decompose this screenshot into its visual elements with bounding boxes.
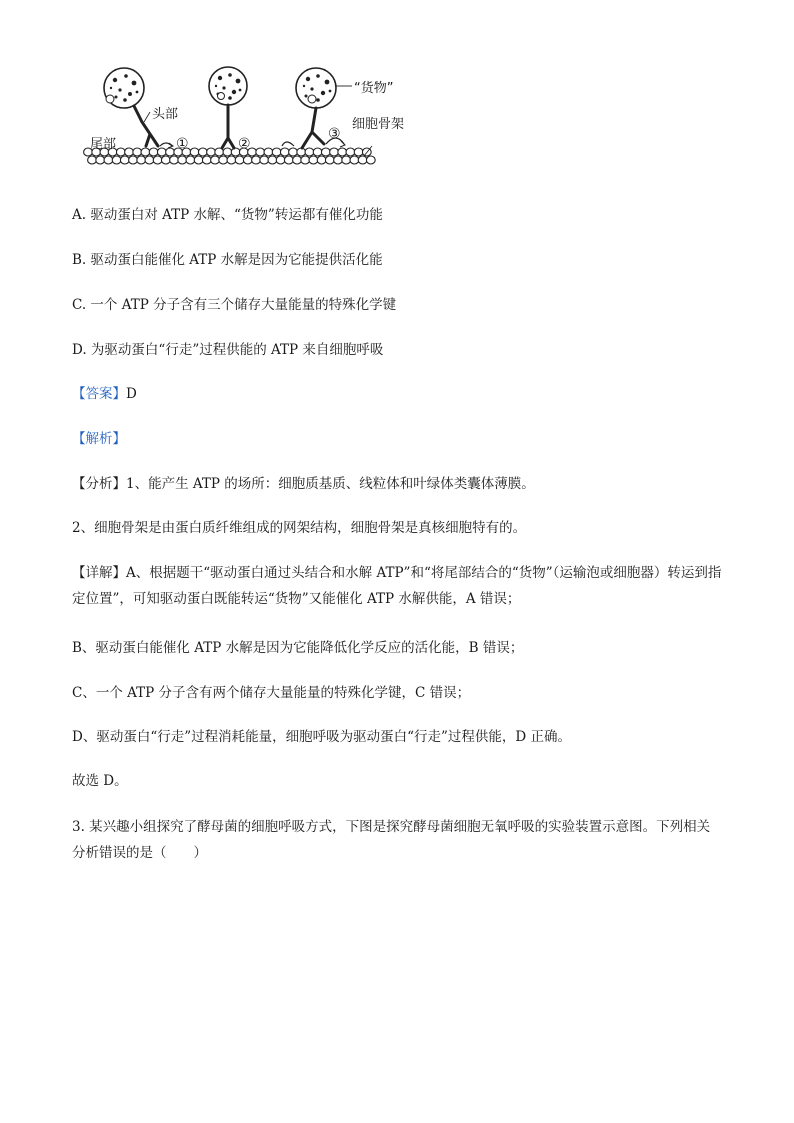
- label-step-3: ③: [328, 126, 341, 142]
- filament-bead: [313, 148, 322, 156]
- filament-bead: [211, 156, 220, 164]
- filament-bead: [129, 156, 138, 164]
- filament-bead: [194, 156, 203, 164]
- label-tail: 尾部: [90, 137, 117, 152]
- answer-value: D: [126, 386, 137, 402]
- filament-bead: [317, 156, 326, 164]
- filament-bead: [330, 148, 339, 156]
- detail-d: D、驱动蛋白“行走”过程消耗能量，细胞呼吸为驱动蛋白“行走”过程供能，D 正确。: [72, 729, 572, 745]
- filament-bead: [96, 156, 105, 164]
- filament-bead: [202, 156, 211, 164]
- fenxi-line-1: [72, 474, 535, 494]
- label-cargo: “货物”: [354, 81, 394, 96]
- filament-bead: [227, 156, 236, 164]
- option-a: A. 驱动蛋白对 ATP 水解、“货物”转运都有催化功能: [72, 207, 383, 223]
- label-cytoskeleton: 细胞骨架: [352, 117, 405, 132]
- filament-bead: [190, 148, 199, 156]
- analysis-tag: 【解析】: [72, 431, 126, 447]
- cytoskeleton-filament: [84, 148, 376, 164]
- label-step-2: ②: [238, 136, 251, 152]
- label-head: 头部: [152, 107, 179, 122]
- filament-bead: [120, 156, 129, 164]
- filament-bead: [141, 148, 150, 156]
- filament-bead: [284, 156, 293, 164]
- filament-bead: [301, 156, 310, 164]
- filament-bead: [293, 156, 302, 164]
- filament-bead: [334, 156, 343, 164]
- filament-bead: [280, 148, 289, 156]
- kinesin-2: [222, 105, 234, 148]
- cargo-vesicle-2: [209, 67, 247, 105]
- filament-bead: [305, 148, 314, 156]
- filament-bead: [252, 156, 261, 164]
- filament-bead: [223, 148, 232, 156]
- filament-bead: [161, 156, 170, 164]
- option-c: C. 一个 ATP 分子含有三个储存大量能量的特殊化学键: [72, 297, 397, 313]
- detail-c: C、一个 ATP 分子含有两个储存大量能量的特殊化学键，C 错误；: [72, 685, 471, 701]
- filament-bead: [235, 156, 244, 164]
- filament-bead: [354, 148, 363, 156]
- filament-bead: [256, 148, 265, 156]
- filament-bead: [153, 156, 162, 164]
- filament-bead: [104, 156, 113, 164]
- filament-bead: [268, 156, 277, 164]
- filament-bead: [137, 156, 146, 164]
- kinesin-diagram: [80, 66, 420, 178]
- filament-bead: [260, 156, 269, 164]
- filament-bead: [157, 148, 166, 156]
- kinesin-3: [302, 108, 324, 148]
- filament-bead: [358, 156, 367, 164]
- detail-tag: 【详解】: [72, 565, 126, 581]
- filament-bead: [112, 156, 121, 164]
- filament-bead: [219, 156, 228, 164]
- filament-bead: [264, 148, 273, 156]
- answer-tag: 【答案】: [72, 386, 126, 402]
- detail-conclusion: 故选 D。: [72, 773, 128, 789]
- filament-bead: [346, 148, 355, 156]
- filament-bead: [198, 148, 207, 156]
- analysis-heading: [72, 429, 126, 449]
- filament-bead: [166, 148, 175, 156]
- cargo-vesicle-3: [296, 68, 336, 108]
- question-3: 3. 某兴趣小组探究了酵母菌的细胞呼吸方式，下图是探究酵母菌细胞无氧呼吸的实验装置示意图。下列相关分析错误的是（ ）: [72, 819, 711, 861]
- detail-b: B、驱动蛋白能催化 ATP 水解是因为它能降低化学反应的活化能，B 错误；: [72, 640, 524, 656]
- detail-a-text: A、根据题干“驱动蛋白通过头结合和水解 ATP”和“将尾部结合的“货物”（运输泡或细胞器）转运到指定位置”，可知驱动蛋白既能转运“货物”又能催化 ATP 水解供能，A 错误；: [72, 565, 722, 607]
- filament-bead: [145, 156, 154, 164]
- filament-bead: [325, 156, 334, 164]
- cargo-vesicle-1: [104, 68, 144, 108]
- filament-bead: [309, 156, 318, 164]
- filament-bead: [272, 148, 281, 156]
- label-step-1: ①: [176, 136, 189, 152]
- filament-bead: [125, 148, 134, 156]
- filament-bead: [366, 156, 375, 164]
- filament-bead: [289, 148, 298, 156]
- filament-bead: [342, 156, 351, 164]
- option-d: D. 为驱动蛋白“行走”过程供能的 ATP 来自细胞呼吸: [72, 342, 384, 358]
- fenxi-p1: 1、能产生 ATP 的场所：细胞质基质、线粒体和叶绿体类囊体薄膜。: [126, 476, 535, 492]
- filament-bead: [116, 148, 125, 156]
- filament-bead: [276, 156, 285, 164]
- filament-bead: [133, 148, 142, 156]
- filament-bead: [186, 156, 195, 164]
- filament-bead: [207, 148, 216, 156]
- filament-bead: [149, 148, 158, 156]
- answer-line: [72, 384, 137, 404]
- detail-a: [72, 560, 722, 612]
- filament-bead: [178, 156, 187, 164]
- fenxi-tag: 【分析】: [72, 476, 126, 492]
- filament-bead: [338, 148, 347, 156]
- filament-bead: [170, 156, 179, 164]
- filament-bead: [243, 156, 252, 164]
- filament-bead: [321, 148, 330, 156]
- fenxi-p2: 2、细胞骨架是由蛋白质纤维组成的网架结构，细胞骨架是真核细胞特有的。: [72, 520, 527, 536]
- option-b: B. 驱动蛋白能催化 ATP 水解是因为它能提供活化能: [72, 252, 383, 268]
- filament-bead: [350, 156, 359, 164]
- filament-bead: [88, 156, 97, 164]
